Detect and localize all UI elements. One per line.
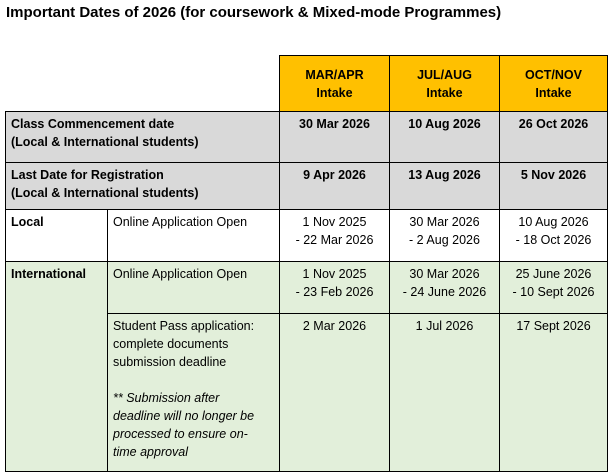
header-intake-jul-aug xyxy=(390,56,500,112)
range-end: - 18 Oct 2026 xyxy=(515,233,592,247)
registration-title: Last Date for Registration xyxy=(11,168,164,182)
header-blank-cell xyxy=(6,56,280,112)
range-start: 10 Aug 2026 xyxy=(518,215,589,229)
pass-note: processed to ensure on- xyxy=(113,427,248,441)
international-range xyxy=(390,262,500,314)
local-category: Local xyxy=(6,210,108,262)
header-intake-oct-nov xyxy=(500,56,608,112)
range-end: - 23 Feb 2026 xyxy=(295,285,374,299)
international-online-row xyxy=(6,262,608,314)
pass-note: deadline will no longer be xyxy=(113,409,255,423)
range-end: - 22 Mar 2026 xyxy=(295,233,374,247)
important-dates-table xyxy=(5,55,608,472)
commencement-date: 26 Oct 2026 xyxy=(500,112,608,163)
range-start: 30 Mar 2026 xyxy=(409,215,480,229)
student-pass-item xyxy=(108,314,280,472)
pass-note: ** Submission after xyxy=(113,391,220,405)
page-title: Important Dates of 2026 (for coursework & Mixed-mode Programmes) xyxy=(6,4,502,21)
intake-name: JUL/AUG xyxy=(417,67,472,82)
student-pass-date: 17 Sept 2026 xyxy=(500,314,608,472)
local-item: Online Application Open xyxy=(108,210,280,262)
intake-name: OCT/NOV xyxy=(525,67,582,82)
commencement-label xyxy=(6,112,280,163)
pass-label: submission deadline xyxy=(113,355,227,369)
range-end: - 10 Sept 2026 xyxy=(512,285,595,299)
range-start: 1 Nov 2025 xyxy=(302,267,367,281)
intake-name: MAR/APR xyxy=(305,67,364,82)
pass-note: time approval xyxy=(113,445,189,459)
local-range xyxy=(280,210,390,262)
registration-label xyxy=(6,163,280,210)
registration-date: 9 Apr 2026 xyxy=(280,163,390,210)
header-intake-mar-apr xyxy=(280,56,390,112)
commencement-title: Class Commencement date xyxy=(11,117,175,131)
header-row xyxy=(6,56,608,112)
pass-label: Student Pass application: xyxy=(113,319,255,333)
registration-subtitle: (Local & International students) xyxy=(11,186,199,200)
intake-label: Intake xyxy=(316,85,353,100)
commencement-date: 30 Mar 2026 xyxy=(280,112,390,163)
international-category: International xyxy=(6,262,108,472)
international-range xyxy=(280,262,390,314)
student-pass-date: 1 Jul 2026 xyxy=(390,314,500,472)
range-start: 30 Mar 2026 xyxy=(409,267,480,281)
intake-label: Intake xyxy=(535,85,572,100)
local-range xyxy=(390,210,500,262)
registration-date: 5 Nov 2026 xyxy=(500,163,608,210)
commencement-subtitle: (Local & International students) xyxy=(11,135,199,149)
range-start: 1 Nov 2025 xyxy=(302,215,367,229)
commencement-date: 10 Aug 2026 xyxy=(390,112,500,163)
local-row xyxy=(6,210,608,262)
range-end: - 2 Aug 2026 xyxy=(409,233,480,247)
student-pass-date: 2 Mar 2026 xyxy=(280,314,390,472)
pass-spacer xyxy=(113,371,274,389)
range-start: 25 June 2026 xyxy=(515,267,592,281)
registration-row xyxy=(6,163,608,210)
range-end: - 24 June 2026 xyxy=(402,285,487,299)
registration-date: 13 Aug 2026 xyxy=(390,163,500,210)
intake-label: Intake xyxy=(426,85,463,100)
international-range xyxy=(500,262,608,314)
pass-label: complete documents xyxy=(113,337,229,351)
commencement-row xyxy=(6,112,608,163)
local-range xyxy=(500,210,608,262)
international-item: Online Application Open xyxy=(108,262,280,314)
